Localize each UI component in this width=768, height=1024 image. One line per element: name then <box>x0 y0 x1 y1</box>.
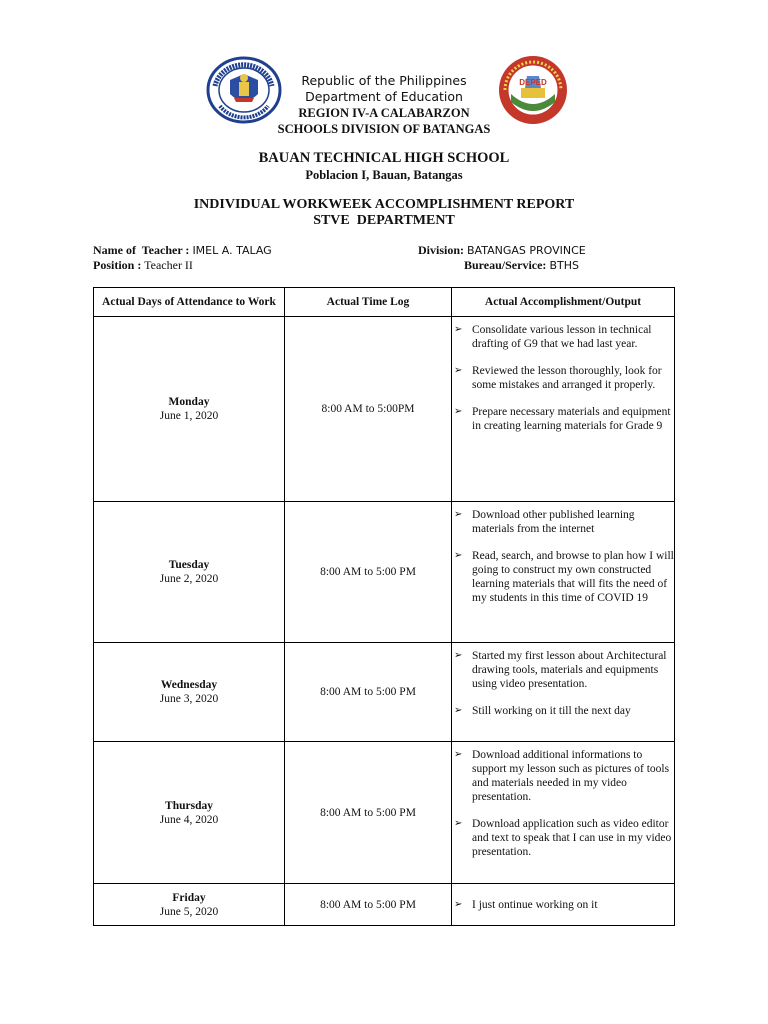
school-address: Poblacion I, Bauan, Batangas <box>305 168 463 182</box>
day-date: June 5, 2020 <box>159 905 219 918</box>
table-row <box>94 317 675 502</box>
list-item <box>452 323 674 351</box>
school-name: BAUAN TECHNICAL HIGH SCHOOL <box>258 150 510 166</box>
list-item <box>452 704 674 718</box>
teacher-label: Name of Teacher : <box>93 243 190 257</box>
arrow-bullet-icon: ➢ <box>454 509 463 520</box>
output-text: Started my first lesson about Architectural drawing tools, materials and equipments using video presentation. <box>472 650 667 690</box>
output-cell <box>452 317 675 502</box>
arrow-bullet-icon: ➢ <box>454 550 463 561</box>
list-item <box>452 405 674 433</box>
arrow-bullet-icon: ➢ <box>454 406 463 417</box>
column-header-time: Actual Time Log <box>285 288 452 317</box>
bureau-value: BTHS <box>549 259 579 272</box>
division-row <box>418 243 586 258</box>
output-text: Consolidate various lesson in technical drafting of G9 that we had last year. <box>472 324 652 350</box>
output-text: Reviewed the lesson thoroughly, look for some mistakes and arranged it properly. <box>472 365 662 391</box>
position-value: Teacher II <box>144 258 193 272</box>
arrow-bullet-icon: ➢ <box>454 749 463 760</box>
division-line: SCHOOLS DIVISION OF BATANGAS <box>277 122 491 136</box>
table-header-row <box>94 288 675 317</box>
day-cell <box>94 643 285 742</box>
teacher-value: IMEL A. TALAG <box>192 244 272 257</box>
column-header-output: Actual Accomplishment/Output <box>452 288 675 317</box>
division-label: Division: <box>418 243 465 257</box>
table-row <box>94 643 675 742</box>
day-name: Thursday <box>165 799 213 812</box>
output-text: Download application such as video editor and text to speak that I can use in my video presentation. <box>472 818 672 858</box>
time-cell: 8:00 AM to 5:00 PM <box>285 502 452 643</box>
output-text: Still working on it till the next day <box>472 705 631 717</box>
day-date: June 4, 2020 <box>159 813 219 826</box>
arrow-bullet-icon: ➢ <box>454 650 463 661</box>
list-item <box>452 549 674 605</box>
day-cell <box>94 317 285 502</box>
region-line: REGION IV-A CALABARZON <box>298 106 470 120</box>
output-text: I just ontinue working on it <box>472 898 598 911</box>
output-text: Prepare necessary materials and equipment in creating learning materials for Grade 9 <box>472 406 671 432</box>
bureau-label: Bureau/Service: <box>464 258 547 272</box>
output-cell <box>452 884 675 926</box>
day-name: Tuesday <box>168 559 210 571</box>
arrow-bullet-icon: ➢ <box>454 705 463 716</box>
day-cell <box>94 742 285 884</box>
position-label: Position : <box>93 258 142 272</box>
day-cell <box>94 502 285 643</box>
day-date: June 3, 2020 <box>159 693 219 705</box>
output-cell <box>452 742 675 884</box>
bureau-row <box>464 258 579 273</box>
output-text: Download other published learning materials from the internet <box>472 509 635 535</box>
report-title-block <box>0 197 768 229</box>
time-cell: 8:00 AM to 5:00 PM <box>285 742 452 884</box>
output-text: Download additional informations to support my lesson such as pictures of tools and materials needed in my video presentation. <box>472 749 670 803</box>
list-item <box>452 649 674 691</box>
time-cell: 8:00 AM to 5:00PM <box>285 317 452 502</box>
school-header <box>0 150 768 183</box>
list-item <box>452 508 674 536</box>
output-text: Read, search, and browse to plan how I will going to construct my own constructed learning materials that will fits the need of my students in this time of COVID 19 <box>472 550 674 604</box>
day-cell <box>94 884 285 926</box>
list-item <box>452 898 674 912</box>
day-name: Monday <box>168 396 210 408</box>
teacher-name-row <box>93 243 272 258</box>
output-cell <box>452 643 675 742</box>
division-value: BATANGAS PROVINCE <box>467 244 586 257</box>
table-row <box>94 884 675 926</box>
column-header-days: Actual Days of Attendance to Work <box>94 288 285 317</box>
republic-line: Republic of the Philippines <box>301 73 467 88</box>
seal-center-text: DEPED <box>519 78 547 87</box>
table-row <box>94 502 675 643</box>
arrow-bullet-icon: ➢ <box>454 898 463 910</box>
list-item <box>452 364 674 392</box>
time-cell: 8:00 AM to 5:00 PM <box>285 884 452 926</box>
day-name: Wednesday <box>160 679 218 691</box>
report-title: INDIVIDUAL WORKWEEK ACCOMPLISHMENT REPORT <box>193 197 575 212</box>
agency-header <box>0 73 768 137</box>
list-item <box>452 817 674 859</box>
table-row <box>94 742 675 884</box>
position-row <box>93 258 193 273</box>
department-line: Department of Education <box>305 89 463 104</box>
arrow-bullet-icon: ➢ <box>454 818 463 829</box>
report-department: STVE DEPARTMENT <box>313 213 455 228</box>
day-date: June 1, 2020 <box>159 410 219 422</box>
arrow-bullet-icon: ➢ <box>454 324 463 335</box>
list-item <box>452 748 674 804</box>
day-date: June 2, 2020 <box>159 573 219 585</box>
arrow-bullet-icon: ➢ <box>454 365 463 376</box>
accomplishment-table <box>93 287 675 926</box>
day-name: Friday <box>172 891 206 904</box>
time-cell: 8:00 AM to 5:00 PM <box>285 643 452 742</box>
output-cell <box>452 502 675 643</box>
